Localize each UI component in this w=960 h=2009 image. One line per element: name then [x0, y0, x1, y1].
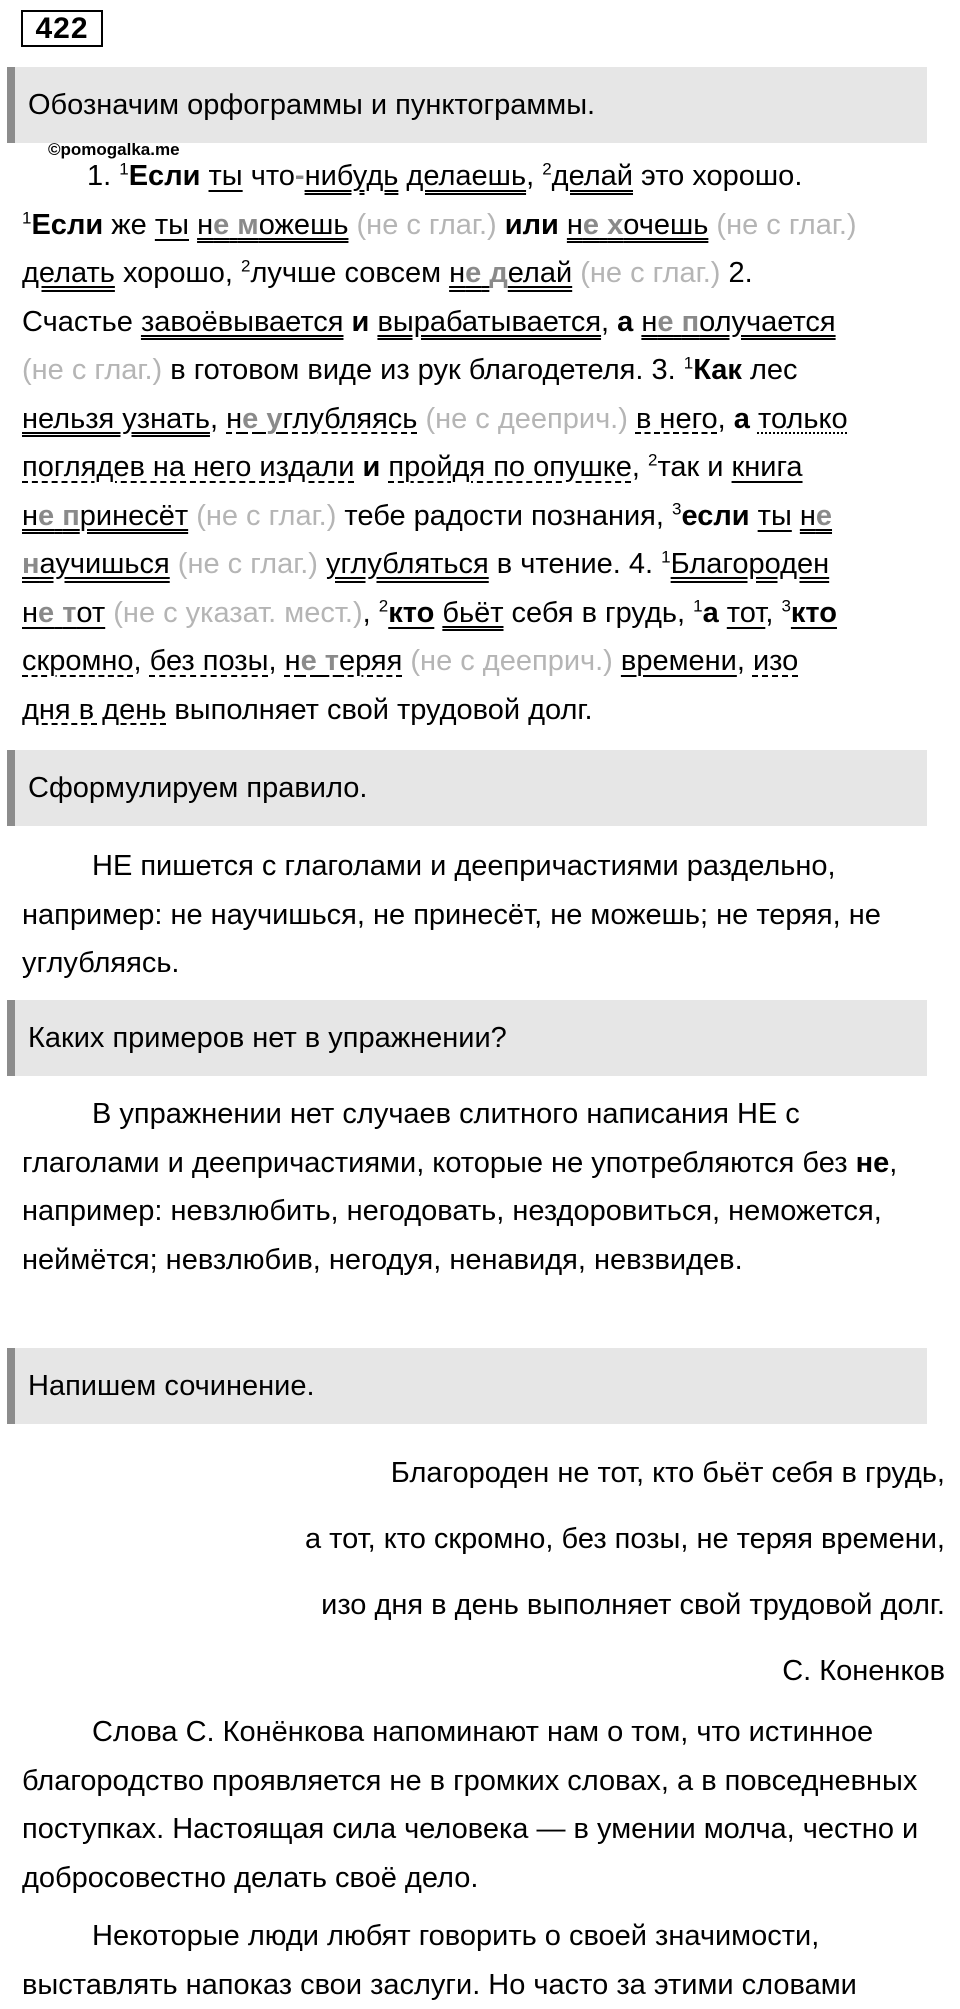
epigraph-line: а тот, кто скромно, без позы, не теряя времени,	[304, 1523, 945, 1555]
exercise-line: поглядев на него издали и пройдя по опушке, $^2$так и книга	[22, 450, 803, 483]
section-header-essay	[7, 1348, 927, 1424]
epigraph-line: Благороден не тот, кто бьёт себя в грудь,	[390, 1457, 945, 1489]
exercise-line: $^1$Если же ты не можешь (не с глаг.) или не хочешь (не с глаг.)	[22, 207, 857, 241]
exercise-text	[22, 152, 942, 734]
exercise-line: не тот (не с указат. мест.), $^2$кто бьёт себя в грудь, $^1$а тот, $^3$кто	[22, 595, 837, 629]
essay-paragraph: Слова С. Конёнкова напоминают нам о том, что истинное благородство проявляется не в громких словах, а в повседневных поступках. Настоящая сила человека — в умении молча, честно и добросовестно делать своё дело.	[22, 1716, 919, 1894]
task-number: 422	[21, 10, 103, 47]
exercise-line: нельзя узнать, не углубляясь (не с дееприч.) в него, а только	[22, 402, 848, 435]
essay-paragraph: Некоторые люди любят говорить о своей значимости, выставлять напоказ свои заслуги. Но часто за этими словами	[22, 1920, 857, 2001]
epigraph	[305, 1440, 945, 1704]
epigraph-author: С. Коненков	[782, 1655, 945, 1687]
section-header-missing	[7, 1000, 927, 1076]
exercise-line: 1. $^1$Если ты что-нибудь делаешь, $^2$делай это хорошо.	[87, 159, 803, 192]
exercise-line: не принесёт (не с глаг.) тебе радости познания, $^3$если ты не	[22, 498, 833, 532]
section-title: Обозначим орфограммы и пунктограммы.	[28, 88, 596, 121]
section-title: Сформулируем правило.	[28, 771, 368, 804]
exercise-line: скромно, без позы, не теряя (не с дееприч.) времени, изо	[22, 645, 799, 677]
exercise-line: научишься (не с глаг.) углубляться в чтение. 4. $^1$Благороден	[22, 547, 830, 580]
exercise-line: (не с глаг.) в готовом виде из рук благодетеля. 3. $^1$Как лес	[22, 353, 798, 386]
watermark: ©pomogalka.me	[48, 140, 180, 159]
missing-examples-text: В упражнении нет случаев слитного написания НЕ с глаголами и деепричастиями, которые не употребляются без не, например: невзлюбить, негодовать, нездоровиться, неможется, неймётся; невзлюбив, негодуя, ненавидя, невзвидев.	[22, 1098, 898, 1276]
epigraph-line: изо дня в день выполняет свой трудовой долг.	[321, 1589, 945, 1621]
section-title: Каких примеров нет в упражнении?	[28, 1021, 507, 1054]
section-header-marking	[7, 67, 927, 143]
exercise-line: дня в день выполняет свой трудовой долг.	[22, 693, 593, 726]
rule-text: НЕ пишется с глаголами и деепричастиями раздельно, например: не научишься, не принесёт, не можешь; не теряя, не углубляясь.	[22, 850, 881, 979]
section-header-rule	[7, 750, 927, 826]
exercise-line: Счастье завоёвывается и вырабатывается, а не получается	[22, 305, 836, 338]
essay-text	[22, 1708, 942, 2009]
exercise-line: делать хорошо, $^2$лучше совсем не делай (не с глаг.) 2.	[22, 256, 753, 289]
section-title: Напишем сочинение.	[28, 1369, 315, 1402]
